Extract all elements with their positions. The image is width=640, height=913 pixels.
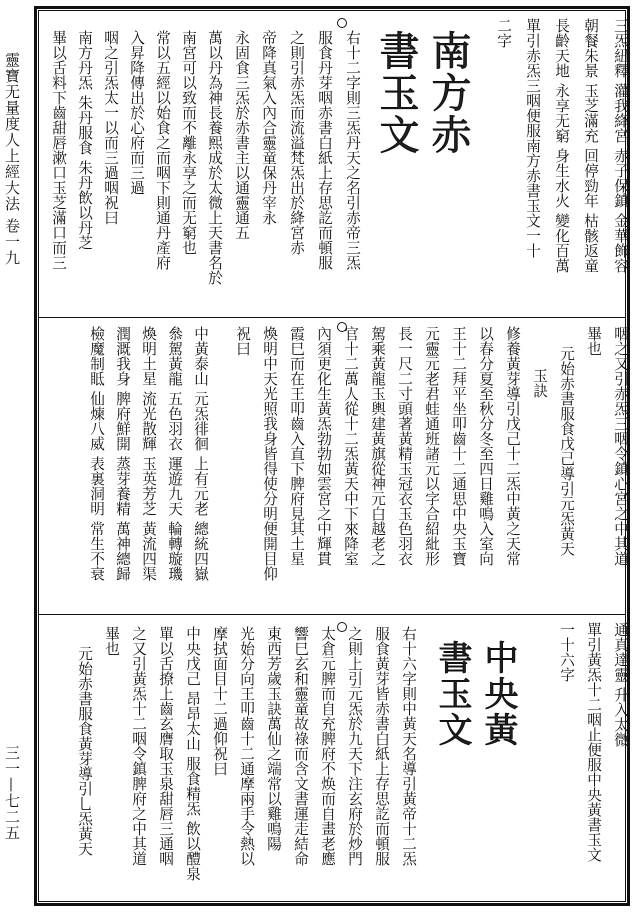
book-title: 靈寶无量度人上經大法 卷一九 xyxy=(3,52,21,266)
text-column: 右十二字則三炁丹天之名引赤帝三炁 xyxy=(344,30,361,270)
text-column: 入昇降傳出於心府而三過 xyxy=(128,30,145,195)
text-column: 帝降真氣入內合靈童保丹宰永 xyxy=(260,30,277,225)
text-column: 駕乘黃龍玉輿建黃旗從神元白越老之 xyxy=(369,326,386,566)
chapter-circle-mark xyxy=(337,322,347,332)
text-column: 之又引黃炁十二咽令鎮脾府之中其道 xyxy=(130,626,147,866)
text-column: 光始分向王叩齒十二通摩兩手令熱以 xyxy=(238,626,255,866)
text-column: 永固食三炁於赤書主以通靈通五 xyxy=(233,30,250,240)
text-column: 長齡天地 永享无窮 身生水火 變化百萬 xyxy=(553,18,570,274)
chapter-circle-mark xyxy=(337,18,347,28)
text-column: 一十六字 xyxy=(558,622,575,682)
chapter-circle-mark xyxy=(337,622,347,632)
text-column: 單以舌撩上齒玄膺取玉泉甜唇三通咽 xyxy=(157,626,174,866)
text-column: 畢以舌料下齒甜唇漱口玉芝滿口而三 xyxy=(50,30,67,270)
text-column: 單引赤炁三咽便服南方赤書玉文一十 xyxy=(524,18,541,258)
text-column: 官十二萬人從十二炁黃天中下來降室 xyxy=(342,326,359,566)
text-column: 二字 xyxy=(495,18,512,48)
verse-column: 檢魔制眡 仙煉八威 表裏洞明 常生不衰 xyxy=(88,326,105,582)
text-column: 畢也 xyxy=(103,626,120,656)
text-column: 南方丹炁 朱丹服食 朱丹飲以丹芝 xyxy=(76,30,93,251)
verse-column: 叅駕黃龍 五色羽衣 運遊九天 輪轉璇璣 xyxy=(166,326,183,582)
text-column: 王十二拜平坐叩齒十二通思中央玉寶 xyxy=(450,326,467,566)
text-column: 朝餐朱景 玉芝滿充 回停勁年 枯骸返童 xyxy=(582,18,599,274)
panel-divider-bottom xyxy=(39,614,625,615)
text-column: 元始赤書服食黃芽導引乚炁黃天 xyxy=(76,646,93,856)
panel-divider-top xyxy=(39,317,625,318)
verse-column: 中央戊己 昂昂太山 服食精炁 飲以醴泉 xyxy=(184,626,201,882)
text-column: 萬以丹為神長養熙成於太微上天書名於 xyxy=(206,30,223,285)
text-column: 元靈元老君蛙通班諸元以字合紹紕形 xyxy=(423,326,440,566)
text-column: 霞巳而在王叩齒入直下脾府見其土星 xyxy=(288,326,305,566)
text-column: 南宮可以致而不離永享之而无窮也 xyxy=(180,30,197,255)
verse-column: 中黃泰山 元炁徘徊 上有元老 總統四嶽 xyxy=(192,326,209,582)
text-column: 咽之引炁太一以而三過咽祝曰 xyxy=(102,30,119,225)
text-column: 玉訣 xyxy=(531,368,548,398)
text-column: 元始赤書服食戊己導引元炁黃天 xyxy=(558,346,575,556)
text-column: 內須更化生黃炁勃勃如雲宮之中輝貫 xyxy=(315,326,332,566)
text-column: 以春分夏至秋分冬至四日雞鳴入室向 xyxy=(477,326,494,566)
talisman-seal-script: 南方赤 書玉文 xyxy=(373,30,471,156)
text-column: 煥明中天光照我身皆得使分明便開目仰 xyxy=(261,326,278,581)
text-column: 長一尺二寸頭著黃精玉冠衣玉色羽衣 xyxy=(396,326,413,566)
verse-column: 煥明土星 流光散輝 玉英芳芝 黃流四渠 xyxy=(140,326,157,582)
text-column: 通真達靈 升入太微 xyxy=(612,622,629,748)
text-column: 祝曰 xyxy=(234,326,251,356)
text-column: 之則上引元炁於九天下注玄府於炒門 xyxy=(346,626,363,866)
text-column: 三炁紐釋 灌我絳宮 赤子保鎮 金華飾容 xyxy=(612,18,629,274)
text-column: 摩拭面目十二過仰祝曰 xyxy=(211,626,228,776)
text-column: 東西芳歲玉訣萬仙之端常以雞鳴陽 xyxy=(265,626,282,851)
folio-number: 三一—七二五 xyxy=(3,745,21,841)
talisman-seal-script: 中央黃 書玉文 xyxy=(432,640,518,748)
text-column: 右十六字則中黃天名導引黃帝十二炁 xyxy=(400,626,417,866)
text-column: 服食丹芽咽赤書白紙上存思訖而頓服 xyxy=(316,30,333,270)
text-column: 響巳玄和靈童故祿而含文書運走結命 xyxy=(292,626,309,866)
text-column: 常以五經以始食之而咽下則通丹產府 xyxy=(154,30,171,270)
verse-column: 潤溉我身 脾府鮮開 蒸芽養精 萬神總歸 xyxy=(114,326,131,582)
text-column: 咽之又引赤炁三咽令鎮心宮之中其道 xyxy=(612,326,629,566)
text-column: 畢也 xyxy=(585,326,602,356)
text-column: 之則引赤炁而流溢梵炁出於絳宮赤 xyxy=(288,30,305,255)
text-column: 太倉元脾而自充脾府不焕而自畫老應 xyxy=(319,626,336,866)
text-column: 服食黃芽皆赤書白紙上存思訖而頓服 xyxy=(373,626,390,866)
text-column: 修養黃芽導引戊己十二炁中黃之天常 xyxy=(504,326,521,566)
text-column: 單引黃炁十二咽止便服中央黃書玉文 xyxy=(585,622,602,862)
